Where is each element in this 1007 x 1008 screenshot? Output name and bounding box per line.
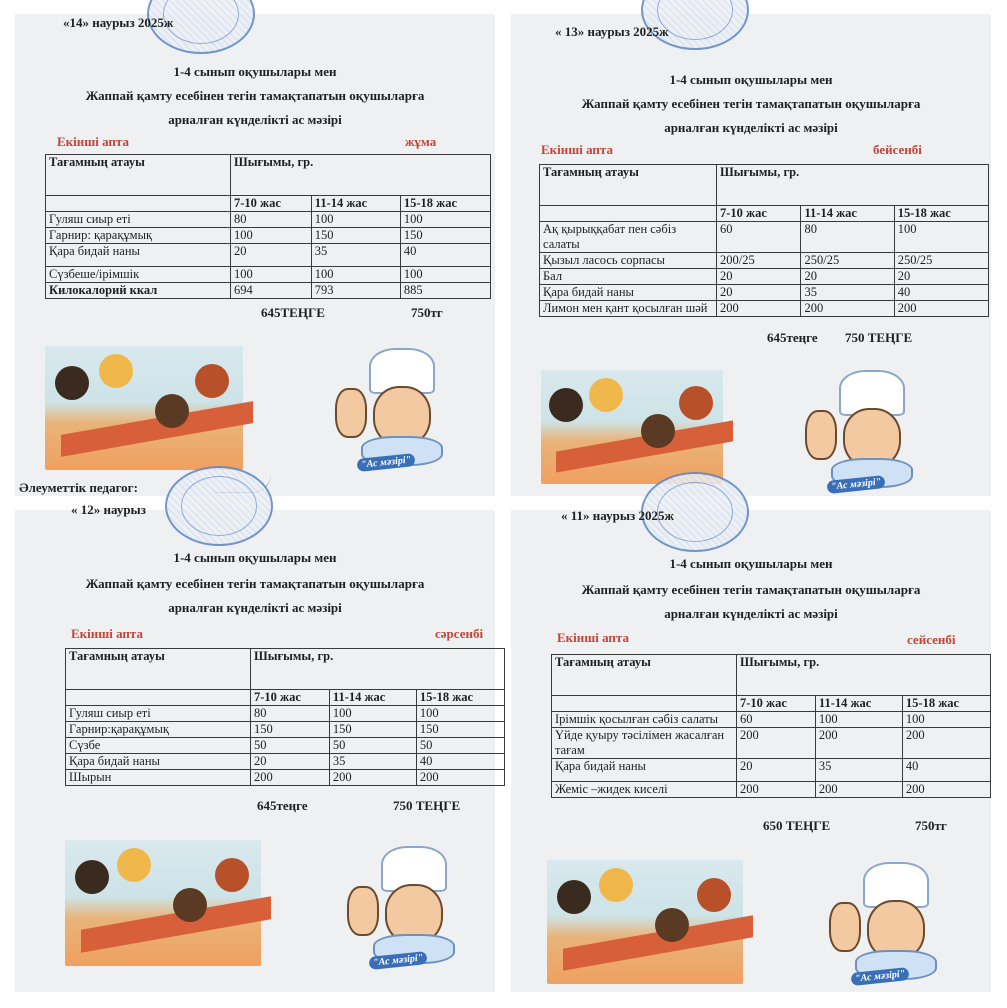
age-header: 11-14 жас	[311, 196, 400, 212]
social-pedagogue-label: Әлеуметтік педагог:	[19, 480, 138, 495]
menu-date: « 12» наурыз	[71, 502, 146, 517]
portion-value: 200/25	[717, 253, 801, 269]
dish-name: Гуляш сиыр еті	[46, 212, 231, 228]
portion-value: 20	[894, 269, 988, 285]
calorie-value: 793	[311, 283, 400, 299]
week-label: Екінші апта	[557, 630, 629, 645]
chef-hand	[805, 410, 837, 460]
week-label: Екінші апта	[541, 142, 613, 157]
portion-value: 100	[231, 228, 312, 244]
portion-value: 200	[737, 782, 816, 798]
table-row	[66, 722, 505, 738]
menu-panel-wednesday	[15, 502, 495, 992]
portion-value: 80	[231, 212, 312, 228]
portion-value: 80	[251, 706, 330, 722]
header-line-1: 1-4 сынып оқушылары мен	[173, 64, 337, 79]
portion-value: 200	[902, 782, 990, 798]
chef-illustration	[343, 846, 463, 976]
portion-value: 200	[902, 728, 990, 759]
age-header: 15-18 жас	[894, 206, 988, 222]
portion-value: 20	[801, 269, 894, 285]
table-row	[46, 212, 491, 228]
column-yield-header: Шығымы, гр.	[717, 165, 989, 206]
table-row	[552, 712, 991, 728]
price-secondary: 750тг	[411, 305, 443, 320]
portion-value: 20	[251, 754, 330, 770]
week-label: Екінші апта	[57, 134, 129, 149]
price-primary: 650 ТЕҢГЕ	[763, 818, 831, 833]
portion-value: 250/25	[801, 253, 894, 269]
portion-value: 100	[311, 267, 400, 283]
table-row	[540, 269, 989, 285]
portion-value: 200	[815, 728, 902, 759]
header-line-2: Жаппай қамту есебінен тегін тамақтапатын оқушыларға	[85, 576, 425, 591]
chef-label: "Ас мәзірі"	[850, 967, 909, 986]
portion-value: 150	[416, 722, 504, 738]
week-label: Екінші апта	[71, 626, 143, 641]
column-name-header: Тағамның атауы	[552, 655, 737, 696]
menu-panel-friday	[15, 14, 495, 496]
chef-label: "Ас мәзірі"	[826, 475, 885, 494]
price-secondary: 750 ТЕҢГЕ	[393, 798, 461, 813]
portion-value: 35	[329, 754, 416, 770]
dish-name: Гуляш сиыр еті	[66, 706, 251, 722]
table-row	[66, 738, 505, 754]
portion-value: 40	[894, 285, 988, 301]
portion-value: 20	[717, 269, 801, 285]
menu-panel-thursday	[511, 14, 991, 496]
age-header: 15-18 жас	[416, 690, 504, 706]
header-line-1: 1-4 сынып оқушылары мен	[173, 550, 337, 565]
portion-value: 60	[717, 222, 801, 253]
dish-name: Сүзбе	[66, 738, 251, 754]
table-row	[46, 244, 491, 267]
portion-value: 100	[815, 712, 902, 728]
portion-value: 20	[231, 244, 312, 267]
dish-name: Шырын	[66, 770, 251, 786]
children-eating-illustration	[547, 860, 743, 984]
chef-illustration	[331, 348, 451, 478]
dish-name: Гарнир:қарақұмық	[66, 722, 251, 738]
portion-value: 35	[815, 759, 902, 782]
school-stamp	[165, 466, 273, 546]
chef-label: "Ас мәзірі"	[356, 453, 415, 472]
age-header: 7-10 жас	[737, 696, 816, 712]
table-row	[540, 301, 989, 317]
portion-value: 60	[737, 712, 816, 728]
header-line-2: Жаппай қамту есебінен тегін тамақтапатын оқушыларға	[581, 96, 921, 111]
dish-name: Қара бидай наны	[46, 244, 231, 267]
menu-table	[551, 654, 991, 798]
portion-value: 35	[801, 285, 894, 301]
chef-illustration	[801, 370, 921, 500]
day-label: жұма	[405, 134, 437, 149]
dish-name: Лимон мен қант қосылған шәй	[540, 301, 717, 317]
portion-value: 100	[400, 267, 490, 283]
menu-table	[45, 154, 491, 299]
portion-value: 200	[737, 728, 816, 759]
header-line-2: Жаппай қамту есебінен тегін тамақтапатын оқушыларға	[85, 88, 425, 103]
portion-value: 150	[251, 722, 330, 738]
portion-value: 100	[231, 267, 312, 283]
portion-value: 200	[894, 301, 988, 317]
dish-name: Қара бидай наны	[66, 754, 251, 770]
dish-name: Үйде қуыру тәсілімен жасалған тағам	[552, 728, 737, 759]
column-yield-header: Шығымы, гр.	[231, 155, 491, 196]
table-row	[46, 283, 491, 299]
portion-value: 50	[416, 738, 504, 754]
children-eating-illustration	[65, 840, 261, 966]
age-header: 11-14 жас	[801, 206, 894, 222]
children-eating-illustration	[45, 346, 243, 470]
column-name-header: Тағамның атауы	[540, 165, 717, 206]
portion-value: 40	[416, 754, 504, 770]
age-header: 7-10 жас	[251, 690, 330, 706]
table-row	[46, 228, 491, 244]
portion-value: 40	[902, 759, 990, 782]
chef-illustration	[825, 862, 945, 992]
portion-value: 40	[400, 244, 490, 267]
calorie-value: 694	[231, 283, 312, 299]
header-line-3: арналған күнделікті ас мәзірі	[168, 112, 342, 127]
day-label: бейсенбі	[873, 142, 922, 157]
portion-value: 100	[902, 712, 990, 728]
calorie-value: 885	[400, 283, 490, 299]
portion-value: 100	[400, 212, 490, 228]
menu-panel-tuesday	[511, 510, 991, 992]
table-row	[46, 267, 491, 283]
age-header: 7-10 жас	[231, 196, 312, 212]
portion-value: 250/25	[894, 253, 988, 269]
table-row	[552, 782, 991, 798]
dish-name: Ірімшік қосылған сәбіз салаты	[552, 712, 737, 728]
chef-label: "Ас мәзірі"	[368, 951, 427, 970]
portion-value: 20	[717, 285, 801, 301]
table-row	[66, 706, 505, 722]
header-line-3: арналған күнделікті ас мәзірі	[664, 120, 838, 135]
portion-value: 200	[416, 770, 504, 786]
dish-name: Қара бидай наны	[540, 285, 717, 301]
price-primary: 645ТЕҢГЕ	[261, 305, 325, 320]
portion-value: 200	[251, 770, 330, 786]
column-name-header: Тағамның атауы	[66, 649, 251, 690]
chef-hand	[829, 902, 861, 952]
dish-name: Қара бидай наны	[552, 759, 737, 782]
dish-name: Қызыл ласось сорпасы	[540, 253, 717, 269]
column-yield-header: Шығымы, гр.	[251, 649, 505, 690]
portion-value: 35	[311, 244, 400, 267]
portion-value: 50	[329, 738, 416, 754]
dish-name: Гарнир: қарақұмық	[46, 228, 231, 244]
table-row	[66, 770, 505, 786]
portion-value: 20	[737, 759, 816, 782]
chef-hand	[347, 886, 379, 936]
portion-value: 80	[801, 222, 894, 253]
column-name-header: Тағамның атауы	[46, 155, 231, 196]
age-header: 15-18 жас	[902, 696, 990, 712]
day-label: сейсенбі	[907, 632, 956, 647]
header-line-2: Жаппай қамту есебінен тегін тамақтапатын оқушыларға	[581, 582, 921, 597]
header-line-3: арналған күнделікті ас мәзірі	[168, 600, 342, 615]
age-header: 11-14 жас	[329, 690, 416, 706]
table-row	[66, 754, 505, 770]
menu-date: « 11» наурыз 2025ж	[561, 508, 674, 523]
portion-value: 100	[894, 222, 988, 253]
dish-name: Сүзбеше/ірімшік	[46, 267, 231, 283]
price-secondary: 750 ТЕҢГЕ	[845, 330, 913, 345]
table-row	[540, 253, 989, 269]
menu-date: «14» наурыз 2025ж	[63, 15, 174, 30]
menu-table	[65, 648, 505, 786]
portion-value: 150	[400, 228, 490, 244]
portion-value: 100	[311, 212, 400, 228]
dish-name: Килокалорий ккал	[46, 283, 231, 299]
menu-table	[539, 164, 989, 317]
portion-value: 150	[311, 228, 400, 244]
portion-value: 200	[329, 770, 416, 786]
dish-name: Ақ қырыққабат пен сәбіз салаты	[540, 222, 717, 253]
price-secondary: 750тг	[915, 818, 947, 833]
children-eating-illustration	[541, 370, 723, 484]
header-line-3: арналған күнделікті ас мәзірі	[664, 606, 838, 621]
chef-hand	[335, 388, 367, 438]
header-line-1: 1-4 сынып оқушылары мен	[669, 72, 833, 87]
age-header: 7-10 жас	[717, 206, 801, 222]
day-label: сәрсенбі	[435, 626, 484, 641]
dish-name: Жеміс –жидек киселі	[552, 782, 737, 798]
header-line-1: 1-4 сынып оқушылары мен	[669, 556, 833, 571]
table-row	[552, 728, 991, 759]
portion-value: 100	[329, 706, 416, 722]
table-row	[540, 222, 989, 253]
price-primary: 645теңге	[767, 330, 818, 345]
price-primary: 645теңге	[257, 798, 308, 813]
portion-value: 200	[815, 782, 902, 798]
dish-name: Бал	[540, 269, 717, 285]
table-row	[540, 285, 989, 301]
portion-value: 50	[251, 738, 330, 754]
age-header: 11-14 жас	[815, 696, 902, 712]
table-row	[552, 759, 991, 782]
age-header: 15-18 жас	[400, 196, 490, 212]
portion-value: 200	[717, 301, 801, 317]
menu-date: « 13» наурыз 2025ж	[555, 24, 669, 39]
portion-value: 200	[801, 301, 894, 317]
portion-value: 150	[329, 722, 416, 738]
portion-value: 100	[416, 706, 504, 722]
column-yield-header: Шығымы, гр.	[737, 655, 991, 696]
